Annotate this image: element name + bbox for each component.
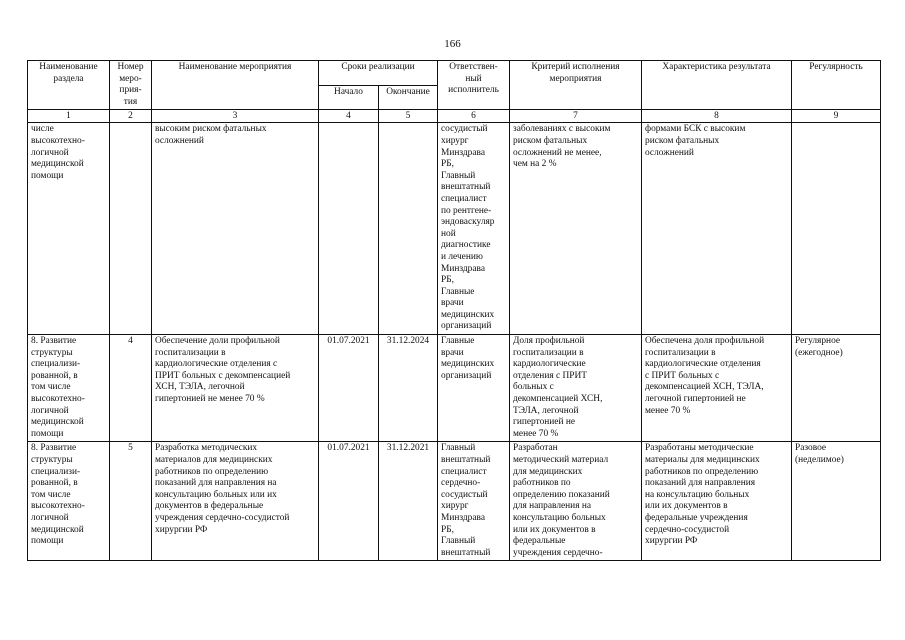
section-cell: 8. Развитие структуры специализи- рованной, в том числе высокотехно- логичной медицинской помощи (28, 335, 110, 442)
column-number: 4 (319, 110, 379, 123)
column-number: 9 (792, 110, 881, 123)
regularity-cell: Регулярное (ежегодное) (792, 335, 881, 442)
regularity-cell: Разовое (неделимое) (792, 442, 881, 561)
start-date-cell: 01.07.2021 (319, 335, 379, 442)
table-row (28, 123, 881, 335)
start-date-cell: 01.07.2021 (319, 442, 379, 561)
column-number: 8 (642, 110, 792, 123)
header-criterion: Критерий исполнения мероприятия (510, 61, 642, 110)
table-row (28, 335, 881, 442)
header-executor: Ответствен- ный исполнитель (438, 61, 510, 110)
end-date-cell: 31.12.2024 (379, 335, 438, 442)
column-numbers-row (28, 110, 881, 123)
end-date-cell: 31.12.2021 (379, 442, 438, 561)
header-terms: Сроки реализации (319, 61, 438, 86)
result-cell: Разработаны методические материалы для медицинских работников по определению показаний для направления на консультацию больных или их документов в федеральные учреждения сердечно-сосудистой хирургии РФ (642, 442, 792, 561)
page-number: 166 (444, 38, 461, 50)
header-activity-name: Наименование мероприятия (152, 61, 319, 110)
column-number: 5 (379, 110, 438, 123)
activity-name-cell: Обеспечение доли профильной госпитализации в кардиологические отделения с ПРИТ больных с декомпенсацией ХСН, ТЭЛА, легочной гипертонией не менее 70 % (152, 335, 319, 442)
executor-cell: Главные врачи медицинских организаций (438, 335, 510, 442)
header-number: Номер меро- прия- тия (110, 61, 152, 110)
header-result: Характеристика результата (642, 61, 792, 110)
column-number: 6 (438, 110, 510, 123)
criterion-cell: Доля профильной госпитализации в кардиологические отделения с ПРИТ больных с декомпенсацией ХСН, ТЭЛА, легочной гипертонией не менее 70 % (510, 335, 642, 442)
result-cell: Обеспечена доля профильной госпитализации в кардиологические отделения с ПРИТ больных с декомпенсацией ХСН, ТЭЛА, легочной гипертонией не менее 70 % (642, 335, 792, 442)
activity-name-cell: высоким риском фатальных осложнений (152, 123, 319, 335)
header-end: Окончание (379, 85, 438, 110)
number-cell: 5 (110, 442, 152, 561)
result-cell: формами БСК с высоким риском фатальных осложнений (642, 123, 792, 335)
executor-cell: сосудистый хирург Минздрава РБ, Главный внештатный специалист по рентгене- эндоваскуляр ной диагностике и лечению Минздрава РБ, Главные врачи медицинских организаций (438, 123, 510, 335)
executor-cell: Главный внештатный специалист сердечно- сосудистый хирург Минздрава РБ, Главный внештатный (438, 442, 510, 561)
number-cell: 4 (110, 335, 152, 442)
header-start: Начало (319, 85, 379, 110)
number-cell (110, 123, 152, 335)
column-number: 7 (510, 110, 642, 123)
table-row (28, 442, 881, 561)
start-date-cell (319, 123, 379, 335)
criterion-cell: заболеваниях с высоким риском фатальных осложнений не менее, чем на 2 % (510, 123, 642, 335)
activity-name-cell: Разработка методических материалов для медицинских работников по определению показаний для направления на консультацию больных или их документов в федеральные учреждения сердечно-сосудистой хирургии РФ (152, 442, 319, 561)
regularity-cell (792, 123, 881, 335)
section-cell: числе высокотехно- логичной медицинской помощи (28, 123, 110, 335)
column-number: 3 (152, 110, 319, 123)
section-cell: 8. Развитие структуры специализи- рованной, в том числе высокотехно- логичной медицинской помощи (28, 442, 110, 561)
criterion-cell: Разработан методический материал для медицинских работников по определению показаний для направления на консультацию больных или их документов в федеральные учреждения сердечно- (510, 442, 642, 561)
column-number: 2 (110, 110, 152, 123)
header-section: Наименование раздела (28, 61, 110, 110)
header-row (28, 61, 881, 86)
header-regularity: Регулярность (792, 61, 881, 110)
column-number: 1 (28, 110, 110, 123)
end-date-cell (379, 123, 438, 335)
activities-table (27, 60, 881, 561)
